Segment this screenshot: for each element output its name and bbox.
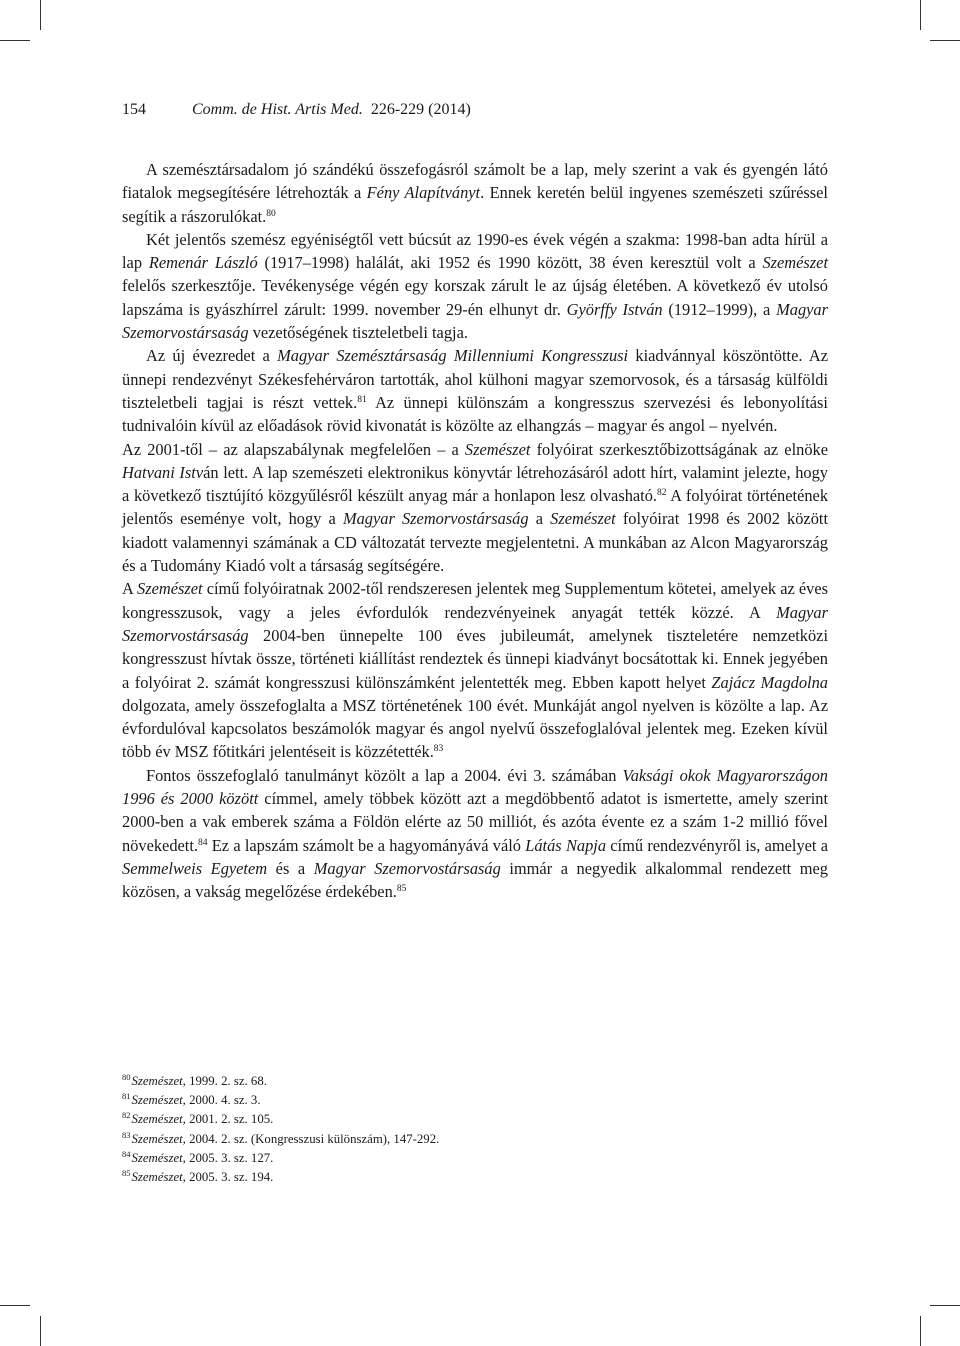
footnote-ref[interactable]: 85 bbox=[396, 884, 407, 895]
text-run: Ez a lapszám számolt be a hagyományává váló bbox=[207, 835, 526, 855]
crop-mark-left-bottom bbox=[0, 1305, 30, 1306]
italic-text: Magyar Szemorvostársaság bbox=[313, 858, 501, 878]
paragraph bbox=[122, 228, 828, 344]
footnote-source: Szemészet, bbox=[131, 1093, 186, 1108]
text-run: és a bbox=[267, 858, 314, 878]
footnote-ref[interactable]: 83 bbox=[433, 744, 444, 755]
italic-text: Zajácz Magdolna bbox=[711, 672, 828, 692]
footnote-number: 84 bbox=[122, 1148, 131, 1159]
italic-text: Látás Napja bbox=[525, 835, 607, 855]
footnote bbox=[122, 1072, 439, 1091]
footnote-ref[interactable]: 81 bbox=[357, 394, 367, 405]
journal-pages: 226-229 (2014) bbox=[370, 101, 471, 118]
text-run: folyóirat 1998 és 2002 között kiadott valamennyi számának a CD változatát tervezte megjelentetni. A munkában az Alcon Magyarország és a Tudomány Kiadó volt a társaság segítségére. bbox=[122, 509, 828, 576]
paragraph bbox=[122, 344, 828, 437]
text-run: án lett. A lap szemészeti elektronikus könyvtár létrehozásáról adott hírt, valamint jelezte, hogy a következő tisztújító közgyűlésről készült anyag már a honlapon lesz olvasható. bbox=[122, 462, 829, 506]
text-run: címmel, amely többek között azt a megdöbbentő adatot is ismertette, amely szerint 2000-ben a vak emberek száma a Földön elérte az 50 milliót, és azóta évente ez a szám 1-2 millió fővel növekedett. bbox=[122, 789, 828, 855]
text-run: című rendezvényről is, amelyet a bbox=[606, 835, 829, 855]
footnote-source: Szemészet, bbox=[131, 1170, 186, 1185]
crop-mark-right-top bbox=[930, 40, 960, 41]
text-run: A bbox=[122, 579, 138, 599]
italic-text: Semmelweis Egyetem bbox=[122, 858, 268, 878]
italic-text: Vaksági okok Magyarországon 1996 és 2000 között bbox=[122, 765, 828, 809]
footnotes bbox=[122, 1072, 439, 1187]
text-run: Két jelentős szemész egyéniségtől vett búcsút az 1990-es évek végén a szakma: 1998-ban adta hírül a lap bbox=[122, 229, 828, 273]
footnote-detail: 2001. 2. sz. 105. bbox=[185, 1112, 274, 1127]
crop-mark-bottom-right bbox=[920, 1316, 921, 1346]
text-run: (1917–1998) halálát, aki 1952 és 1990 között, 38 éven keresztül volt a bbox=[257, 253, 763, 273]
footnote-number: 83 bbox=[122, 1129, 131, 1140]
page-number: 154 bbox=[122, 101, 146, 118]
italic-text: Magyar Szemésztársaság Millenniumi Kongresszusi bbox=[277, 346, 629, 366]
text-run: kiadvánnyal köszöntötte. Az ünnepi rendezvényt Székesfehérváron tartották, ahol külhoni magyar szemorvosok, és a társaság külföldi tiszteletbeli tagjai is részt vettek. bbox=[122, 346, 828, 412]
text-run: . Ennek keretén belül ingyenes szemészeti szűréssel segítik a rászorulókat. bbox=[122, 183, 828, 226]
footnote-detail: 2005. 3. sz. 194. bbox=[185, 1170, 274, 1185]
italic-text: Szemészet bbox=[550, 509, 616, 529]
italic-text: Szemészet bbox=[464, 439, 531, 459]
article-body bbox=[122, 158, 828, 904]
italic-text: Fény Alapítványt bbox=[366, 183, 481, 203]
footnote-number: 82 bbox=[122, 1110, 131, 1121]
italic-text: Györffy István bbox=[566, 299, 663, 319]
italic-text: Magyar Szemorvostársaság bbox=[122, 602, 828, 645]
text-run: felelős szerkesztője. Tevékenysége végén egy korszak zárult le az újság életében. A következő év utolsó lapszáma is gyászhírrel zárult: 1999. november 29-én elhunyt dr. bbox=[122, 276, 828, 319]
footnote-source: Szemészet, bbox=[131, 1112, 186, 1127]
text-run: dolgozata, amely összefoglalta a MSZ történetének 100 évét. Munkáját angol nyelven is közölte a lap. Az évfordulóval kapcsolatos beszámolók magyar és angol nyelvű összefoglalóval jelentek meg. Ezeken kívül több év MSZ főtitkári jelentéseit is közzétették. bbox=[122, 695, 828, 762]
text-run: 2004-ben ünnepelte 100 éves jubileumát, amelynek tiszteletére nemzetközi kongresszust hívtak össze, történeti kiállítást rendeztek és ünnepi kiadványt bocsátottak ki. Ennek jegyében a folyóirat 2. számát kongresszusi különszámként jelentették meg. Ebben kapott helyet bbox=[122, 625, 828, 692]
footnote-number: 80 bbox=[122, 1072, 131, 1082]
text-run: című folyóiratnak 2002-től rendszeresen jelentek meg Supplementum kötetei, amelyek az éves kongresszusok, vagy a jeles évfordulók rendezvényeinek anyagát tették közzé. A bbox=[122, 579, 829, 622]
footnote-detail: 2004. 2. sz. (Kongresszusi különszám), 147-292. bbox=[185, 1131, 440, 1146]
crop-mark-top-left bbox=[40, 0, 41, 30]
crop-mark-bottom-left bbox=[40, 1316, 41, 1346]
footnote-ref[interactable]: 84 bbox=[198, 837, 208, 848]
text-run: (1912–1999), a bbox=[662, 299, 777, 319]
paragraph bbox=[122, 438, 828, 578]
footnote-detail: 2000. 4. sz. 3. bbox=[185, 1093, 261, 1108]
paragraph bbox=[122, 158, 828, 228]
italic-text: Magyar Szemorvostársaság bbox=[342, 509, 529, 529]
paragraph bbox=[122, 764, 828, 904]
footnote-source: Szemészet, bbox=[131, 1150, 186, 1165]
footnote-number: 85 bbox=[122, 1168, 131, 1179]
text-run: A szemésztársadalom jó szándékú összefogásról számolt be a lap, mely szerint a vak és gyengén látó fiatalok megsegítésére létrehozták a bbox=[122, 160, 828, 203]
text-run: Az 2001-től – az alapszabálynak megfelelően – a bbox=[122, 439, 465, 459]
italic-text: Hatvani Istv bbox=[122, 462, 204, 482]
text-run: A folyóirat történetének jelentős eseménye volt, hogy a bbox=[122, 486, 829, 529]
crop-mark-right-bottom bbox=[930, 1305, 960, 1306]
footnote-source: Szemészet, bbox=[131, 1131, 186, 1146]
italic-text: Magyar Szemorvostársaság bbox=[122, 299, 828, 343]
text-run: Az új évezredet a bbox=[146, 346, 278, 366]
crop-mark-left-top bbox=[0, 40, 30, 41]
footnote-ref[interactable]: 80 bbox=[266, 208, 276, 219]
footnote-source: Szemészet, bbox=[131, 1074, 186, 1088]
journal-title: Comm. de Hist. Artis Med. bbox=[192, 101, 363, 118]
text-run: Fontos összefoglaló tanulmányt közölt a lap a 2004. évi 3. számában bbox=[146, 765, 623, 785]
italic-text: Szemészet bbox=[762, 253, 828, 273]
footnote bbox=[122, 1168, 439, 1187]
text-run: vezetőségének tiszteletbeli tagja. bbox=[248, 323, 468, 343]
text-run: Az ünnepi különszám a kongresszus szervezési és lebonyolítási tudnivalóin kívül az előadások rövid kivonatát is közölte az elhangzás – magyar és angol – nyelvén. bbox=[122, 392, 828, 436]
crop-mark-top-right bbox=[920, 0, 921, 30]
footnote bbox=[122, 1110, 439, 1129]
footnote-number: 81 bbox=[122, 1091, 131, 1102]
footnote bbox=[122, 1130, 439, 1149]
footnote bbox=[122, 1091, 439, 1110]
italic-text: Szemészet bbox=[137, 579, 203, 599]
italic-text: Remenár László bbox=[148, 253, 258, 273]
footnote bbox=[122, 1149, 439, 1168]
text-run: immár a negyedik alkalommal rendezett meg közösen, a vakság megelőzése érdekében. bbox=[122, 858, 828, 902]
footnote-detail: 2005. 3. sz. 127. bbox=[185, 1150, 274, 1165]
text-run: a bbox=[528, 509, 551, 529]
footnote-detail: 1999. 2. sz. 68. bbox=[185, 1074, 267, 1088]
footnote-ref[interactable]: 82 bbox=[657, 488, 667, 499]
text-run: folyóirat szerkesztőbizottságának az elnöke bbox=[530, 439, 828, 459]
paragraph bbox=[122, 577, 828, 763]
